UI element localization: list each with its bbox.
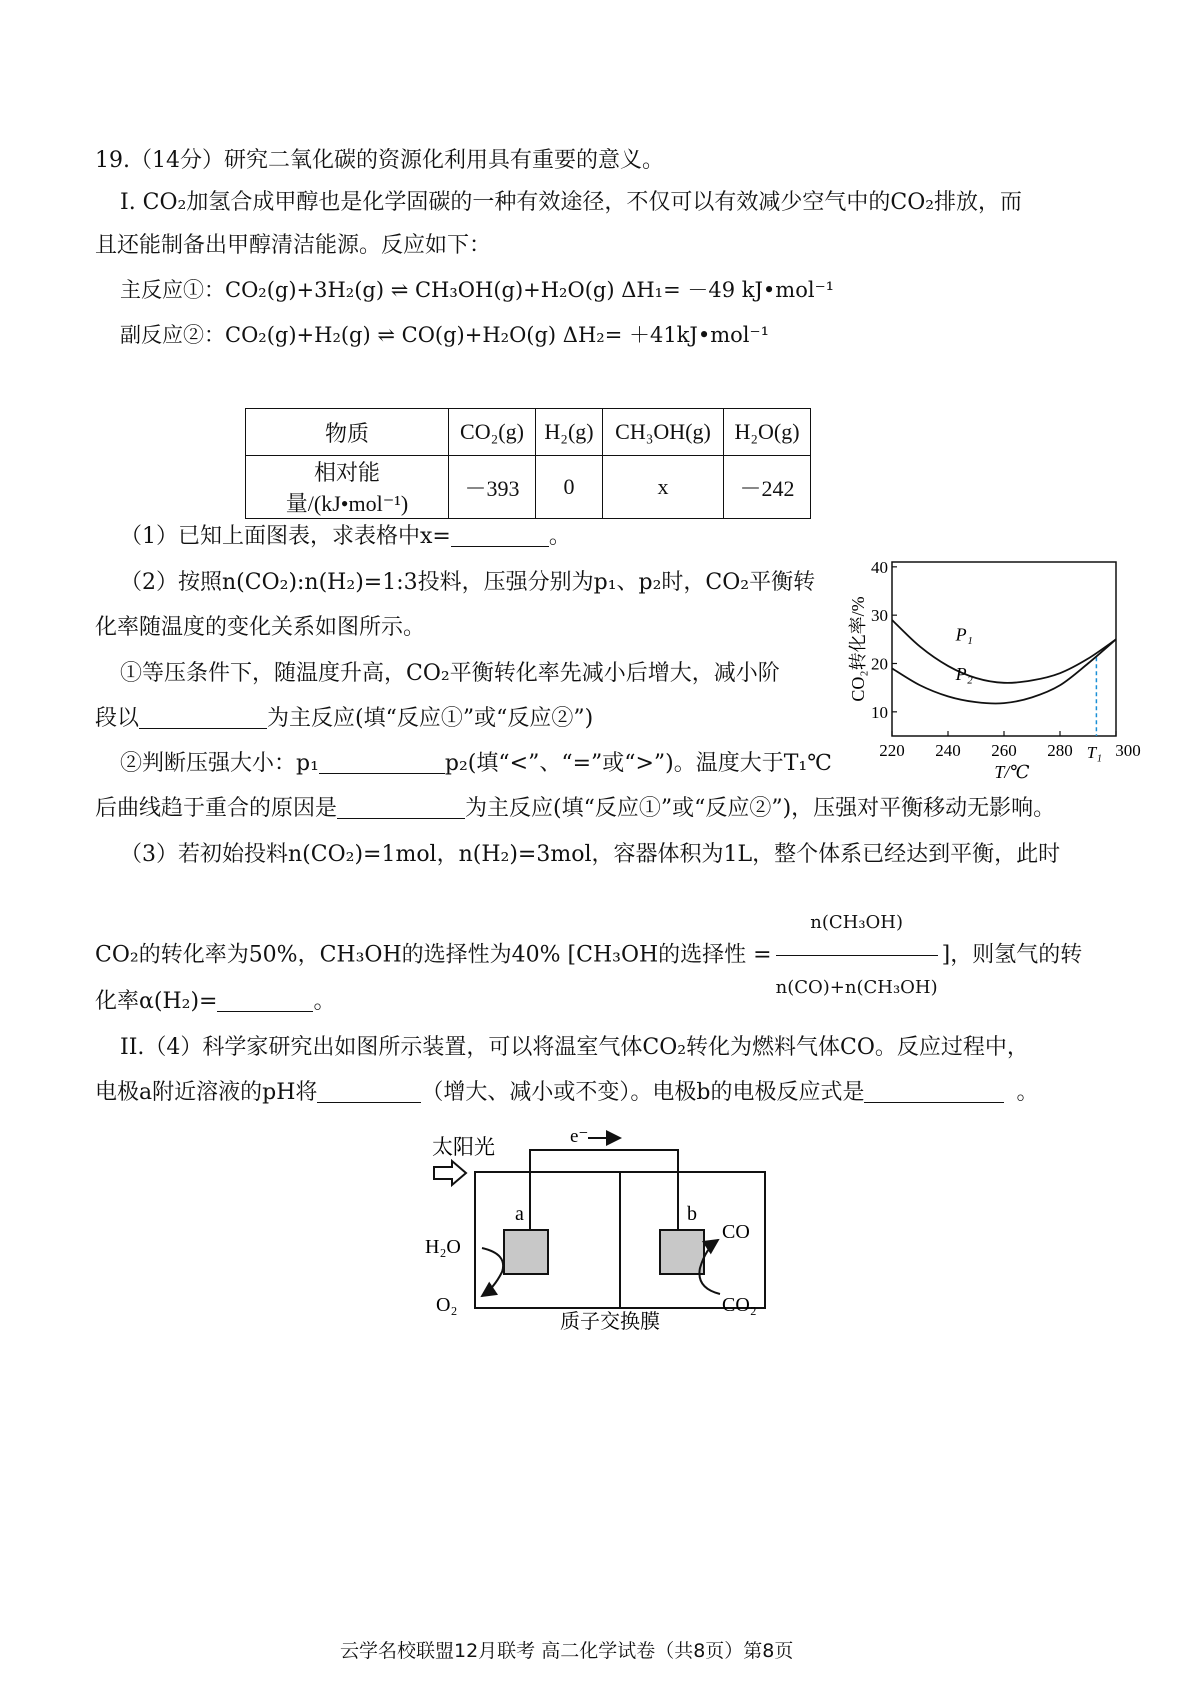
answer-blank-2[interactable]	[139, 706, 267, 729]
sub1-end: 。	[548, 524, 571, 549]
external-wire	[530, 1150, 678, 1230]
sub2-q2-line1	[120, 749, 832, 779]
sub1-text: （1）已知上面图表，求表格中x=	[120, 524, 451, 549]
sub3-line1: （3）若初始投料n(CO₂)=1mol，n(H₂)=3mol，容器体积为1L，整个体系已经达到平衡，此时	[120, 842, 1061, 867]
y-tick-label: 10	[871, 702, 888, 722]
series-line-2	[892, 639, 1116, 703]
sunlight-arrow-icon	[434, 1161, 466, 1185]
series-line-1	[892, 620, 1116, 683]
sub3-line3	[95, 987, 335, 1017]
electrode-b	[660, 1230, 704, 1274]
sub2-line2: 化率随温度的变化关系如图所示。	[95, 615, 426, 640]
series-label-1: P₁	[955, 624, 973, 645]
table-header-cell: 物质	[246, 409, 449, 456]
table-header-cell: H₂O(g)	[724, 409, 811, 456]
t1-label: T₁	[1086, 743, 1103, 762]
answer-blank-1[interactable]	[451, 524, 549, 547]
part2-text-b: （增大、减小或不变）。电极b的电极反应式是	[421, 1080, 865, 1105]
sub3-text-c: 化率α(H₂)=	[95, 989, 218, 1014]
water-oxidation-arrow-icon	[482, 1248, 503, 1296]
table-row	[246, 456, 811, 519]
page-footer: 云学名校联盟12月联考 高二化学试卷（共8页）第8页	[340, 1640, 794, 1662]
sub2-q2-text-c: 后曲线趋于重合的原因是	[95, 796, 338, 821]
electrode-b-label: b	[687, 1203, 697, 1225]
sub2-q1-line1: ①等压条件下，随温度升高，CO₂平衡转化率先减小后增大，减小阶	[120, 661, 780, 686]
sub2-q2-text-d: 为主反应(填“反应①”或“反应②”)，压强对平衡移动无影响。	[465, 796, 1056, 821]
main-reaction: 主反应①：CO₂(g)+3H₂(g) ⇌ CH₃OH(g)+H₂O(g) ΔH₁= －49 kJ•mol⁻¹	[120, 278, 835, 302]
table-header-cell: CH₃OH(g)	[603, 409, 724, 456]
h2o-label: H₂O	[425, 1236, 461, 1258]
sub3-text-b: ]，则氢气的转	[941, 942, 1083, 968]
sub2-q2-text-a: ②判断压强大小：p₁	[120, 751, 319, 776]
answer-blank-7[interactable]	[864, 1080, 1004, 1103]
answer-blank-5[interactable]	[217, 989, 313, 1012]
x-tick-label: 300	[1115, 741, 1141, 760]
side-reaction: 副反应②：CO₂(g)+H₂(g) ⇌ CO(g)+H₂O(g) ΔH₂= ＋41kJ•mol⁻¹	[120, 323, 769, 347]
electrolysis-device-diagram	[425, 1122, 830, 1334]
part2-line2	[95, 1078, 1039, 1108]
electrode-a-label: a	[515, 1203, 524, 1225]
conversion-rate-chart	[848, 548, 1141, 782]
sub1-line	[120, 522, 571, 552]
sub3-text-a: CO₂的转化率为50%，CH₃OH的选择性为40% [CH₃OH的选择性 =	[95, 942, 772, 968]
sunlight-label: 太阳光	[432, 1135, 495, 1159]
table-header-cell: H₂(g)	[536, 409, 603, 456]
sub2-q2-line2	[95, 794, 1055, 824]
part2-text-c: 。	[1016, 1080, 1039, 1105]
y-tick-label: 40	[871, 557, 888, 577]
co2-label: CO₂	[722, 1294, 757, 1316]
electrode-a	[504, 1230, 548, 1274]
co-label: CO	[722, 1221, 750, 1243]
x-tick-label: 260	[991, 741, 1017, 760]
y-tick-label: 20	[871, 654, 888, 674]
table-cell: 0	[536, 456, 603, 519]
o2-label: O₂	[436, 1294, 458, 1316]
sub3-text-d: 。	[313, 989, 336, 1014]
x-tick-label: 220	[879, 741, 905, 760]
x-tick-label: 240	[935, 741, 961, 760]
sub2-line1: （2）按照n(CO₂):n(H₂)=1:3投料，压强分别为p₁、p₂时，CO₂平衡转	[120, 570, 816, 595]
energy-table	[245, 408, 811, 519]
membrane-label: 质子交换膜	[560, 1311, 660, 1333]
part1-text-line2: 且还能制备出甲醇清洁能源。反应如下：	[95, 233, 492, 258]
fraction-denominator: n(CO)+n(CH₃OH)	[775, 977, 938, 998]
table-header-cell: CO₂(g)	[449, 409, 536, 456]
sub2-q1-line2	[95, 704, 593, 734]
part2-line1: II.（4）科学家研究出如图所示装置，可以将温室气体CO₂转化为燃料气体CO。反应过程中，	[120, 1035, 1029, 1060]
answer-blank-6[interactable]	[317, 1080, 421, 1103]
table-header-row	[246, 409, 811, 456]
fraction-numerator: n(CH₃OH)	[776, 893, 938, 956]
answer-blank-4[interactable]	[337, 796, 465, 819]
y-tick-label: 30	[871, 606, 888, 626]
electron-label: e⁻	[570, 1126, 589, 1147]
answer-blank-3[interactable]	[319, 751, 445, 774]
table-cell: －242	[724, 456, 811, 519]
selectivity-fraction	[776, 893, 938, 1018]
y-axis-label: CO₂转化率/%	[848, 596, 868, 702]
part2-text-a: 电极a附近溶液的pH将	[95, 1080, 318, 1105]
x-axis-label: T/℃	[994, 762, 1030, 782]
sub2-q1-text-a: 段以	[95, 706, 140, 731]
sub2-q2-text-b: p₂(填“<”、“=”或“>”)。温度大于T₁℃	[444, 751, 832, 776]
part1-text-line1: I. CO₂加氢合成甲醇也是化学固碳的一种有效途径，不仅可以有效减少空气中的CO₂排放，而	[120, 190, 1023, 215]
chart-frame	[892, 562, 1116, 736]
table-row-label: 相对能量/(kJ•mol⁻¹)	[246, 456, 449, 519]
table-cell: x	[603, 456, 724, 519]
sub2-q1-text-b: 为主反应(填“反应①”或“反应②”)	[267, 706, 594, 731]
series-label-2: P₂	[955, 663, 973, 684]
table-cell: －393	[449, 456, 536, 519]
x-tick-label: 280	[1047, 741, 1073, 760]
question-title: 19.（14分）研究二氧化碳的资源化利用具有重要的意义。	[95, 148, 664, 173]
